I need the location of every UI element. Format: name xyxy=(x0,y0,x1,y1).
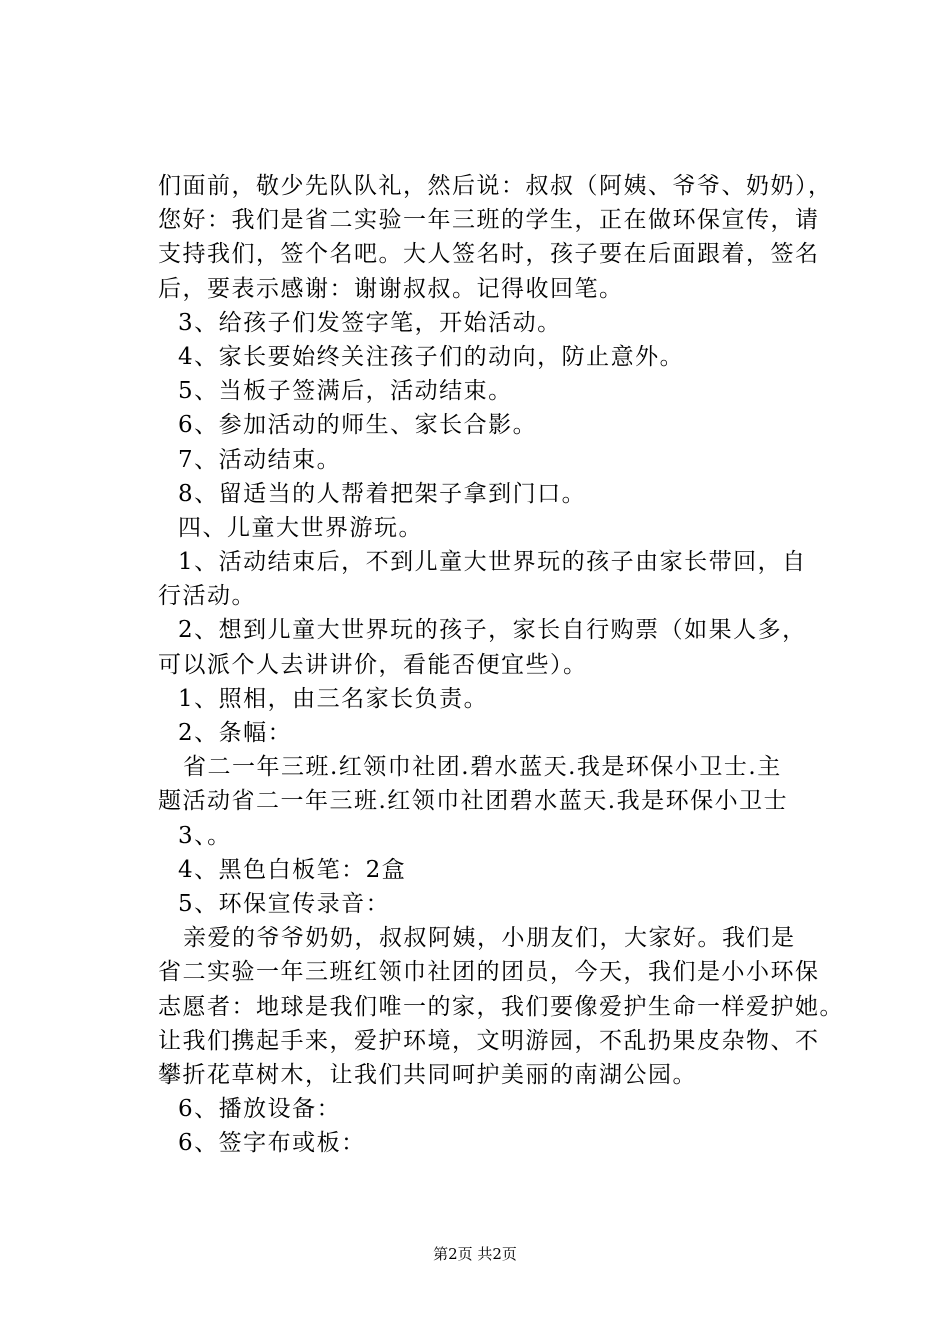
text-line: 让我们携起手来，爱护环境，文明游园，不乱扔果皮杂物、不 xyxy=(158,1027,820,1054)
text-line: 行活动。 xyxy=(158,583,256,610)
text-line: 题活动省二一年三班.红领巾社团碧水蓝天.我是环保小卫士 xyxy=(158,788,789,815)
text-line: 3、。 xyxy=(178,822,232,849)
text-line: 6、签字布或板： xyxy=(178,1130,366,1157)
text-line: 们面前，敬少先队队礼，然后说：叔叔（阿姨、爷爷、奶奶）， xyxy=(158,173,833,199)
text-line: 4、家长要始终关注孩子们的动向，防止意外。 xyxy=(178,343,685,370)
text-line: 6、参加活动的师生、家长合影。 xyxy=(178,412,538,439)
text-line: 志愿者：地球是我们唯一的家，我们要像爱护生命一样爱护她。 xyxy=(158,993,844,1020)
text-line: 攀折花草树木，让我们共同呵护美丽的南湖公园。 xyxy=(158,1061,697,1088)
text-line: 四、儿童大世界游玩。 xyxy=(178,514,423,541)
text-line: 1、活动结束后，不到儿童大世界玩的孩子由家长带回，自 xyxy=(178,549,807,576)
text-line: 可以派个人去讲讲价，看能否便宜些）。 xyxy=(158,651,588,678)
text-line: 7、活动结束。 xyxy=(178,446,342,473)
text-line: 5、当板子签满后，活动结束。 xyxy=(178,378,513,405)
text-line: 2、条幅： xyxy=(178,720,293,746)
text-line: 8、留适当的人帮着把架子拿到门口。 xyxy=(178,480,587,507)
text-line: 省二一年三班.红领巾社团.碧水蓝天.我是环保小卫士.主 xyxy=(183,754,782,781)
text-line: 2、想到儿童大世界玩的孩子，家长自行购票（如果人多， xyxy=(178,617,807,644)
text-line: 5、环保宣传录音： xyxy=(178,890,391,917)
text-line: 省二实验一年三班红领巾社团的团员，今天，我们是小小环保 xyxy=(158,959,820,986)
text-line: 亲爱的爷爷奶奶，叔叔阿姨，小朋友们，大家好。我们是 xyxy=(183,925,796,952)
text-line: 1、照相，由三名家长负责。 xyxy=(178,685,489,712)
text-line: 6、播放设备： xyxy=(178,1096,342,1123)
text-line: 支持我们，签个名吧。大人签名时，孩子要在后面跟着，签名 xyxy=(158,241,820,268)
text-line: 4、黑色白板笔：2盒 xyxy=(178,856,407,883)
document-body xyxy=(158,169,848,1160)
text-line: 后，要表示感谢：谢谢叔叔。记得收回笔。 xyxy=(158,275,624,302)
text-line: 3、给孩子们发签字笔，开始活动。 xyxy=(178,309,562,336)
text-line: 您好：我们是省二实验一年三班的学生，正在做环保宣传，请 xyxy=(158,207,820,234)
page-footer: 第2页 共2页 xyxy=(433,1245,517,1263)
